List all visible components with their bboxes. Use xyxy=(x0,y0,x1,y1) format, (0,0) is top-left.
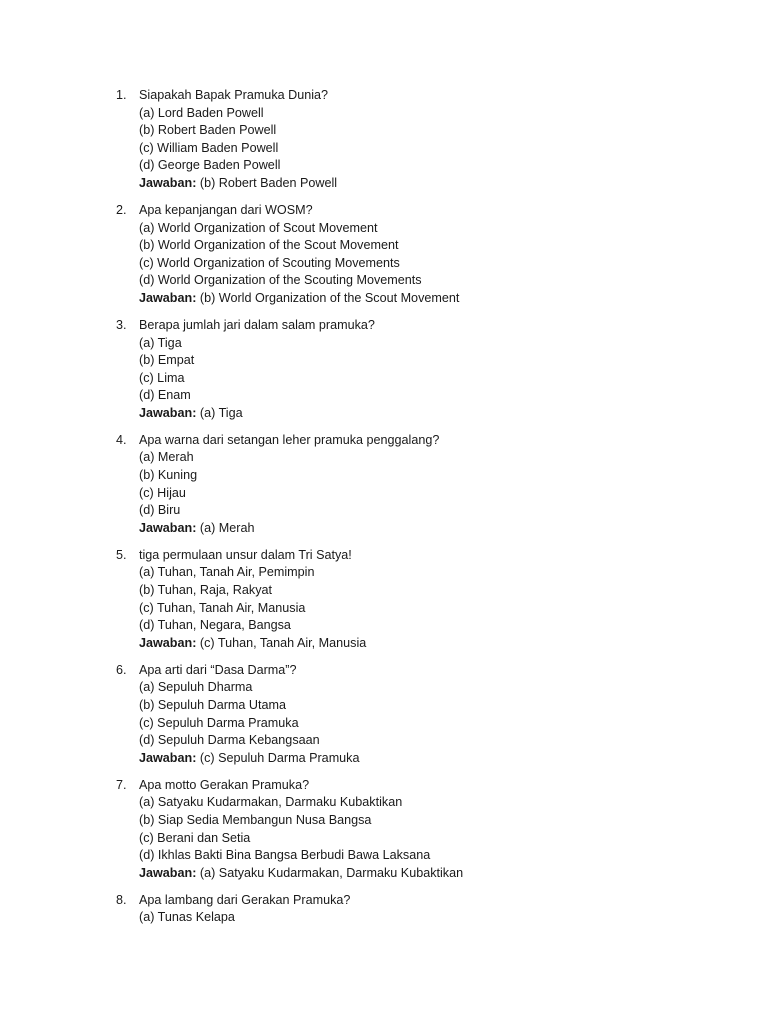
answer-value: (c) Tuhan, Tanah Air, Manusia xyxy=(196,635,367,650)
answer-label: Jawaban: xyxy=(139,290,197,305)
question-text: Berapa jumlah jari dalam salam pramuka? xyxy=(139,317,375,332)
answer-option: (b) Siap Sedia Membangun Nusa Bangsa xyxy=(139,812,372,827)
question-number: 7. xyxy=(116,777,127,792)
answer-option: (d) World Organization of the Scouting Movements xyxy=(139,273,422,288)
answer-label: Jawaban: xyxy=(139,750,197,765)
answer-option: (b) World Organization of the Scout Movement xyxy=(139,238,399,253)
answer-option: (b) Robert Baden Powell xyxy=(139,123,277,138)
answer-option: (a) Merah xyxy=(139,450,194,465)
answer-value: (b) World Organization of the Scout Movement xyxy=(196,290,460,305)
question-number: 3. xyxy=(116,317,127,332)
answer-option: (c) Hijau xyxy=(139,485,186,500)
question-text: Apa kepanjangan dari WOSM? xyxy=(139,202,313,217)
answer-line xyxy=(139,290,736,308)
answer-option: (b) Tuhan, Raja, Rakyat xyxy=(139,583,272,597)
answer-value: (c) Sepuluh Darma Pramuka xyxy=(196,750,360,765)
answer-value: (b) Robert Baden Powell xyxy=(196,175,338,190)
question-number: 2. xyxy=(116,202,127,217)
answer-label: Jawaban: xyxy=(139,175,197,190)
answer-option: (d) Ikhlas Bakti Bina Bangsa Berbudi Bawa Laksana xyxy=(139,848,431,863)
question-number: 4. xyxy=(116,432,127,447)
question-list xyxy=(116,87,736,936)
answer-label: Jawaban: xyxy=(139,865,197,880)
question-item xyxy=(116,87,736,193)
answer-option: (a) World Organization of Scout Movement xyxy=(139,220,378,235)
answer-line xyxy=(139,865,736,883)
answer-label: Jawaban: xyxy=(139,405,197,420)
answer-option: (c) World Organization of Scouting Movements xyxy=(139,255,400,270)
answer-line xyxy=(139,635,736,653)
question-item xyxy=(116,317,736,423)
question-number: 6. xyxy=(116,662,127,677)
answer-option: (d) Biru xyxy=(139,503,181,518)
answer-option: (a) Sepuluh Dharma xyxy=(139,680,253,695)
answer-label: Jawaban: xyxy=(139,520,197,535)
question-text: Siapakah Bapak Pramuka Dunia? xyxy=(139,88,329,102)
answer-option: (d) Enam xyxy=(139,388,191,403)
answer-option: (a) Tuhan, Tanah Air, Pemimpin xyxy=(139,565,315,580)
answer-option: (b) Empat xyxy=(139,353,195,368)
question-item xyxy=(116,777,736,883)
question-text: Apa warna dari setangan leher pramuka penggalang? xyxy=(139,432,440,447)
answer-label: Jawaban: xyxy=(139,635,197,650)
question-item xyxy=(116,432,736,538)
answer-value: (a) Tiga xyxy=(196,405,243,420)
question-item xyxy=(116,547,736,653)
question-text: Apa motto Gerakan Pramuka? xyxy=(139,777,310,792)
answer-line xyxy=(139,750,736,768)
answer-option: (a) Satyaku Kudarmakan, Darmaku Kubaktikan xyxy=(139,795,403,810)
question-text: Apa arti dari “Dasa Darma”? xyxy=(139,662,297,677)
answer-option: (c) Berani dan Setia xyxy=(139,830,251,845)
answer-line xyxy=(139,405,736,423)
question-text: tiga permulaan unsur dalam Tri Satya! xyxy=(139,547,352,562)
answer-option: (c) Sepuluh Darma Pramuka xyxy=(139,715,299,730)
question-number: 1. xyxy=(116,88,127,102)
answer-option: (c) Tuhan, Tanah Air, Manusia xyxy=(139,600,306,615)
answer-option: (d) Tuhan, Negara, Bangsa xyxy=(139,618,291,633)
answer-line xyxy=(139,175,736,193)
answer-option: (c) Lima xyxy=(139,370,185,385)
question-number: 8. xyxy=(116,892,127,907)
answer-option: (a) Lord Baden Powell xyxy=(139,105,264,120)
answer-option: (b) Kuning xyxy=(139,468,198,483)
answer-option: (d) George Baden Powell xyxy=(139,158,281,173)
question-item xyxy=(116,202,736,308)
answer-value: (a) Satyaku Kudarmakan, Darmaku Kubaktikan xyxy=(196,865,464,880)
answer-value: (a) Merah xyxy=(196,520,255,535)
question-number: 5. xyxy=(116,547,127,562)
answer-line xyxy=(139,520,736,538)
answer-option: (d) Sepuluh Darma Kebangsaan xyxy=(139,733,320,748)
answer-option: (c) William Baden Powell xyxy=(139,140,279,155)
question-text: Apa lambang dari Gerakan Pramuka? xyxy=(139,892,351,907)
answer-option: (b) Sepuluh Darma Utama xyxy=(139,697,286,712)
answer-option: (a) Tunas Kelapa xyxy=(139,910,235,925)
answer-option: (a) Tiga xyxy=(139,335,182,350)
question-item xyxy=(116,662,736,768)
question-item xyxy=(116,892,736,927)
